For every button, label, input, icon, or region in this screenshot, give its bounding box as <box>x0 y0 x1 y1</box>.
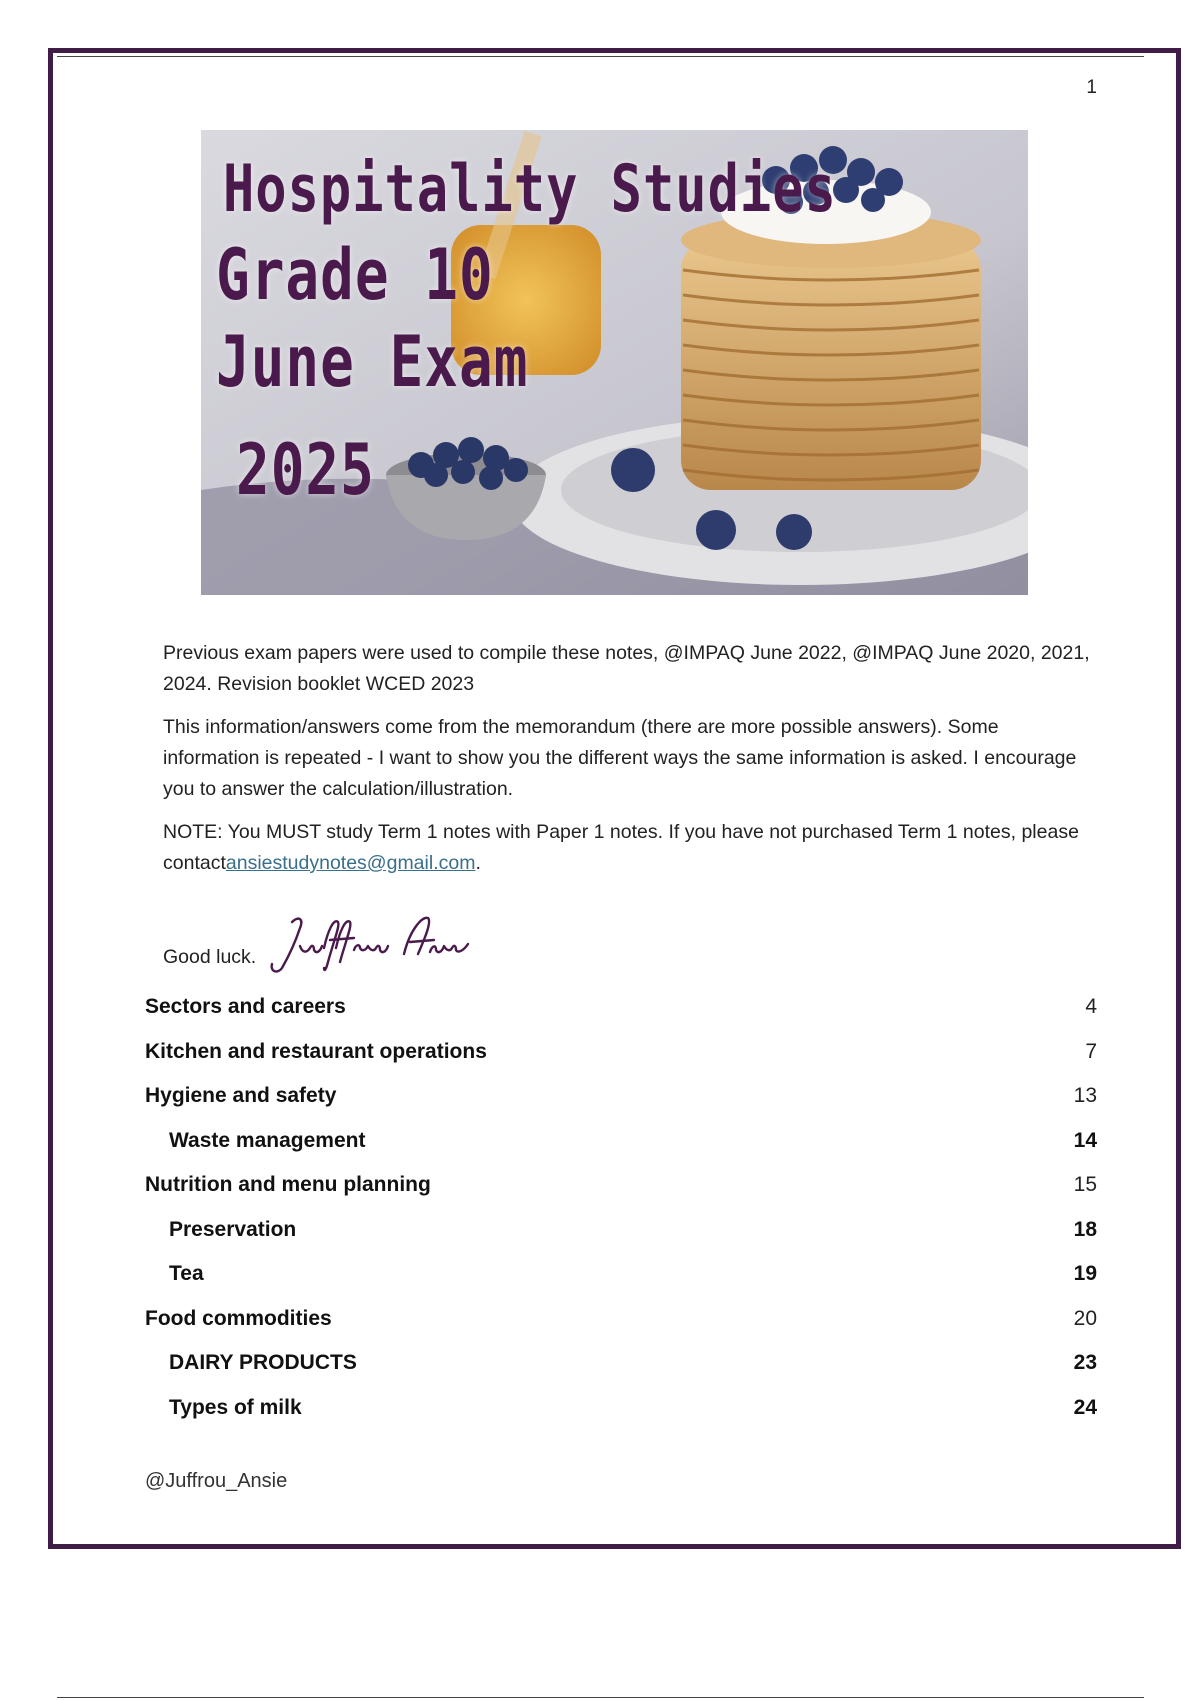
cover-title <box>201 130 1028 595</box>
intro-text <box>163 638 1098 891</box>
intro-paragraph: Previous exam papers were used to compile these notes, @IMPAQ June 2022, @IMPAQ June 2020, 2021, 2024. Revision booklet WCED 2023 <box>163 642 1090 695</box>
cover-image <box>201 130 1028 595</box>
toc-entry-kitchen-and-restaurant-operations[interactable] <box>145 1040 1097 1085</box>
toc-title: Sectors and careers <box>145 995 346 1018</box>
page-number: 1 <box>1086 77 1097 98</box>
toc-page: 23 <box>1073 1351 1097 1374</box>
intro-paragraph: This information/answers come from the memorandum (there are more possible answers). Some information is repeated - I want to show you the different ways the same information is asked. I encourage you to answer the calculation/illustration. <box>163 716 1077 800</box>
toc-page: 19 <box>1073 1262 1097 1285</box>
toc-page: 18 <box>1073 1217 1097 1241</box>
toc-title: Food commodities <box>145 1306 332 1330</box>
cover-title-line: 2025 <box>236 430 375 512</box>
toc-entry-tea[interactable] <box>145 1262 1097 1307</box>
toc-page: 13 <box>1073 1084 1097 1107</box>
note-suffix: . <box>475 852 481 874</box>
toc-entry-waste-management[interactable] <box>145 1129 1097 1174</box>
note-paragraph <box>163 817 1098 879</box>
toc-entry-hygiene-and-safety[interactable] <box>145 1084 1097 1129</box>
table-of-contents <box>145 995 1097 1440</box>
toc-page: 4 <box>1085 995 1097 1018</box>
top-rule <box>57 56 1144 57</box>
cover-title-line: Grade 10 <box>216 235 494 317</box>
toc-title: Waste management <box>169 1128 366 1152</box>
toc-page: 15 <box>1073 1173 1097 1196</box>
toc-title: Nutrition and menu planning <box>145 1173 431 1196</box>
toc-title: Kitchen and restaurant operations <box>145 1039 487 1063</box>
cover-title-line: June Exam <box>216 322 529 404</box>
good-luck-text: Good luck. <box>163 945 257 968</box>
toc-title: Preservation <box>169 1217 297 1241</box>
toc-entry-dairy-products[interactable] <box>145 1351 1097 1396</box>
toc-page: 7 <box>1085 1039 1097 1063</box>
cover-title-line: Hospitality Studies <box>223 152 837 227</box>
toc-page: 20 <box>1073 1306 1097 1330</box>
toc-title: Types of milk <box>169 1395 302 1419</box>
toc-entry-preservation[interactable] <box>145 1218 1097 1263</box>
toc-entry-types-of-milk[interactable] <box>145 1396 1097 1441</box>
note-text: NOTE: You MUST study Term 1 notes with Paper 1 notes. If you have not purchased Term 1 notes, please contact <box>163 821 1079 874</box>
toc-title: DAIRY PRODUCTS <box>169 1351 357 1374</box>
toc-entry-nutrition-and-menu-planning[interactable] <box>145 1173 1097 1218</box>
toc-entry-sectors-and-careers[interactable] <box>145 995 1097 1040</box>
toc-page: 14 <box>1073 1128 1097 1152</box>
toc-title: Hygiene and safety <box>145 1084 337 1107</box>
toc-entry-food-commodities[interactable] <box>145 1307 1097 1352</box>
toc-title: Tea <box>169 1262 204 1285</box>
toc-page: 24 <box>1073 1395 1097 1419</box>
email-link[interactable]: ansiestudynotes@gmail.com <box>225 852 476 874</box>
author-handle: @Juffrou_Ansie <box>145 1470 288 1492</box>
signoff <box>163 910 474 980</box>
signature-icon <box>264 910 474 980</box>
bottom-rule <box>57 1697 1144 1698</box>
